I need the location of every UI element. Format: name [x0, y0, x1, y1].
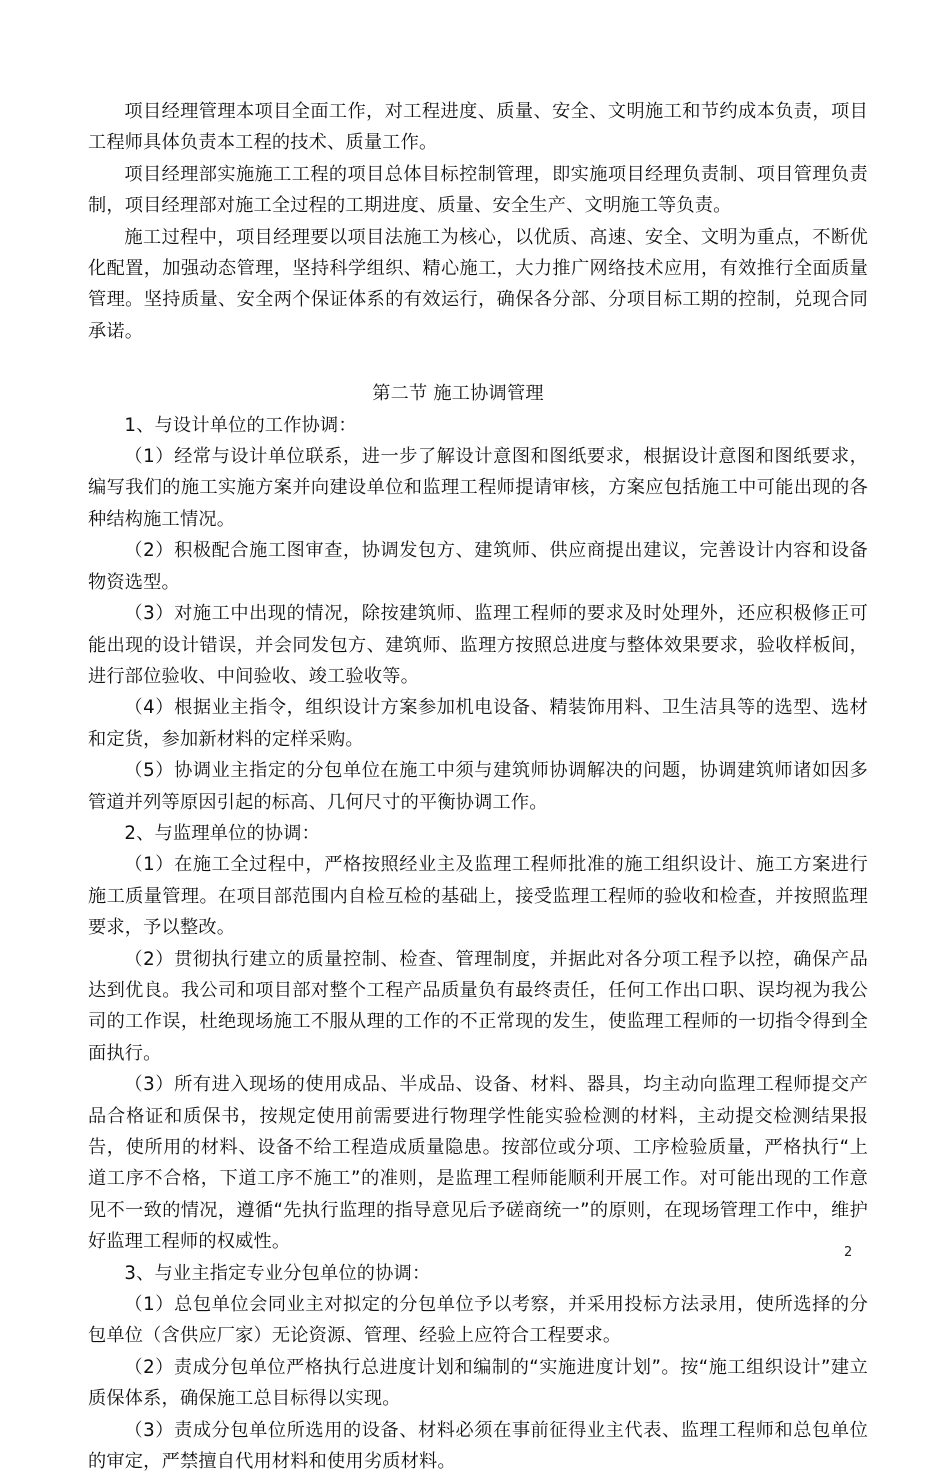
- list-item: （3）对施工中出现的情况，除按建筑师、监理工程师的要求及时处理外，还应积极修正可能出现的设计错误，并会同发包方、建筑师、监理方按照总进度与整体效果要求，验收样板间，进行部位验收、中间验收、竣工验收等。: [88, 603, 868, 687]
- list-item: （5）协调业主指定的分包单位在施工中须与建筑师协调解决的问题，协调建筑师诸如因多管道并列等原因引起的标高、几何尺寸的平衡协调工作。: [88, 760, 868, 813]
- paragraph: 项目经理管理本项目全面工作，对工程进度、质量、安全、文明施工和节约成本负责，项目工程师具体负责本工程的技术、质量工作。: [88, 101, 868, 154]
- list-item: （1）经常与设计单位联系，进一步了解设计意图和图纸要求，根据设计意图和图纸要求，编写我们的施工实施方案并向建设单位和监理工程师提请审核，方案应包括施工中可能出现的各种结构施工情况。: [88, 446, 868, 530]
- list-item: （3）责成分包单位所选用的设备、材料必须在事前征得业主代表、监理工程师和总包单位的审定，严禁擅自代用材料和使用劣质材料。: [88, 1419, 868, 1473]
- paragraph: 施工过程中，项目经理要以项目法施工为核心，以优质、高速、安全、文明为重点，不断优化配置，加强动态管理，坚持科学组织、精心施工，大力推广网络技术应用，有效推行全面质量管理。坚持质量、安全两个保证体系的有效运行，确保各分部、分项目标工期的控制，兑现合同承诺。: [88, 226, 868, 342]
- subsection-heading: 3、与业主指定专业分包单位的协调：: [124, 1262, 431, 1284]
- list-item: （2）积极配合施工图审查，协调发包方、建筑师、供应商提出建议，完善设计内容和设备物资选型。: [88, 540, 868, 593]
- subsection-heading: 2、与监理单位的协调：: [124, 822, 321, 844]
- list-item: （3）所有进入现场的使用成品、半成品、设备、材料、器具，均主动向监理工程师提交产品合格证和质保书，按规定使用前需要进行物理学性能实验检测的材料，主动提交检测结果报告，使所用的材料、设备不给工程造成质量隐患。按部位或分项、工序检验质量，严格执行“上道工序不合格，下道工序不施工”的准则，是监理工程师能顺利开展工作。对可能出现的工作意见不一致的情况，遵循“先执行监理的指导意见后予磋商统一”的原则，在现场管理工作中，维护好监理工程师的权威性。: [88, 1074, 868, 1253]
- list-item: （4）根据业主指令，组织设计方案参加机电设备、精装饰用料、卫生洁具等的选型、选材和定货，参加新材料的定样采购。: [88, 697, 868, 750]
- paragraph: 项目经理部实施施工工程的项目总体目标控制管理，即实施项目经理负责制、项目管理负责制，项目经理部对施工全过程的工期进度、质量、安全生产、文明施工等负责。: [88, 163, 868, 217]
- section-title: 第二节 施工协调管理: [372, 383, 544, 405]
- list-item: （1）在施工全过程中，严格按照经业主及监理工程师批准的施工组织设计、施工方案进行施工质量管理。在项目部范围内自检互检的基础上，接受监理工程师的验收和检查，并按照监理要求，予以整改。: [88, 854, 868, 939]
- page-number: 2: [844, 1245, 853, 1260]
- document-body: [88, 96, 868, 1477]
- list-item: （2）责成分包单位严格执行总进度计划和编制的“实施进度计划”。按“施工组织设计”建立质保体系，确保施工总目标得以实现。: [88, 1356, 868, 1410]
- list-item: （1）总包单位会同业主对拟定的分包单位予以考察，并采用投标方法录用，使所选择的分包单位（含供应厂家）无论资源、管理、经验上应符合工程要求。: [88, 1294, 868, 1347]
- subsection-heading: 1、与设计单位的工作协调：: [124, 414, 357, 436]
- list-item: （2）贯彻执行建立的质量控制、检查、管理制度，并据此对各分项工程予以控，确保产品达到优良。我公司和项目部对整个工程产品质量负有最终责任，任何工作出口职、误均视为我公司的工作误，杜绝现场施工不服从理的工作的不正常现的发生，使监理工程师的一切指令得到全面执行。: [88, 948, 868, 1064]
